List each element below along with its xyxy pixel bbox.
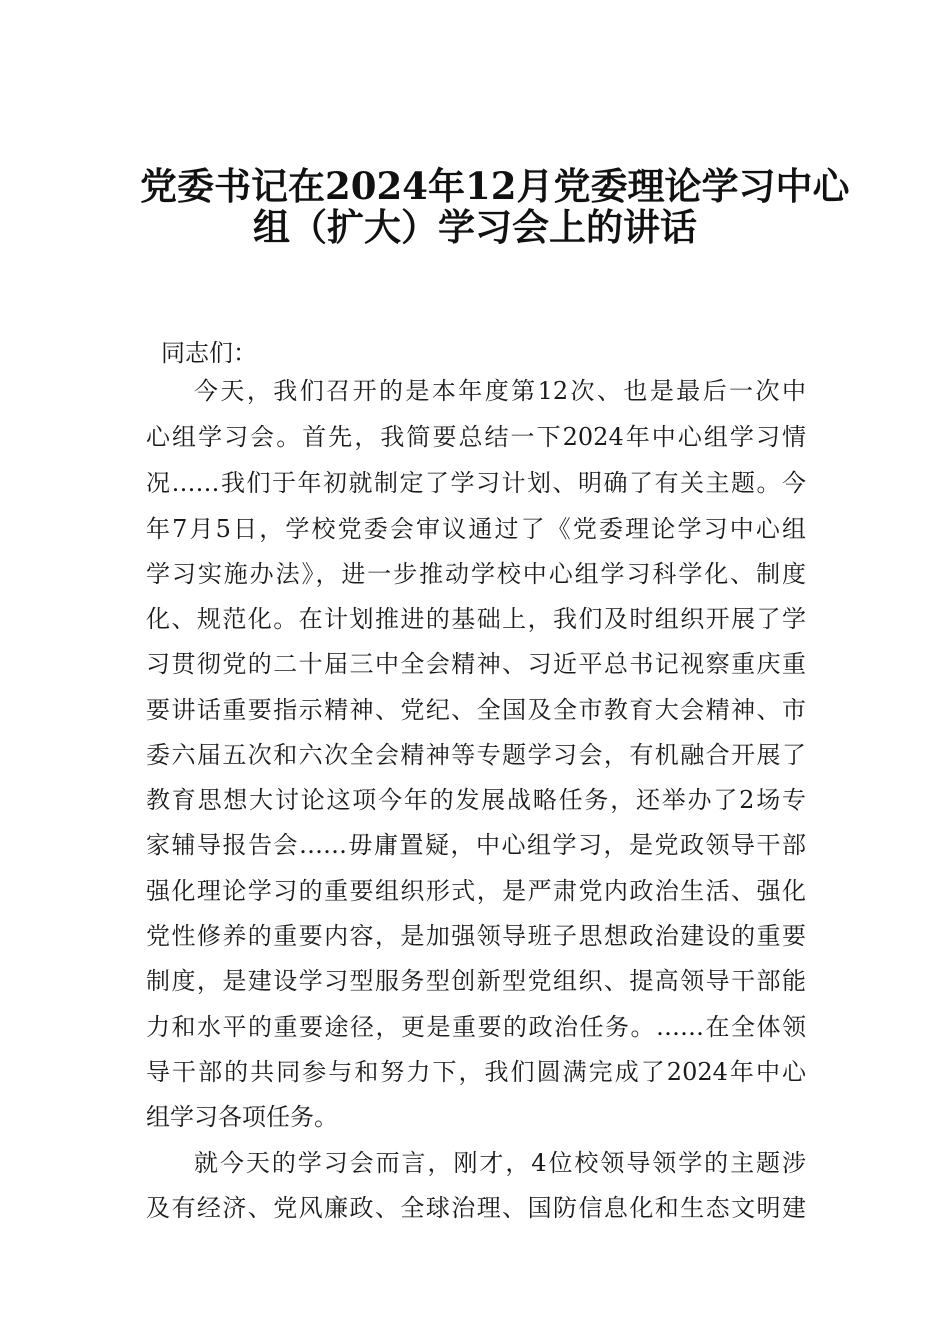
paragraph-1-line: 组学习各项任务。: [146, 1103, 338, 1131]
paragraph-2-line: 及有经济、党风廉政、全球治理、国防信息化和生态文明建: [146, 1194, 806, 1222]
paragraph-1-line: 党性修养的重要内容，是加强领导班子思想政治建设的重要: [146, 922, 806, 950]
paragraph-1-line: 家辅导报告会……毋庸置疑，中心组学习，是党政领导干部: [146, 831, 806, 859]
paragraph-1-line: 制度，是建设学习型服务型创新型党组织、提高领导干部能: [146, 967, 806, 995]
salutation: 同志们：: [161, 339, 257, 367]
page-title-line-1: 党委书记在2024年12月党委理论学习中心: [140, 164, 850, 208]
paragraph-1-line: 教育思想大讨论这项今年的发展战略任务，还举办了2场专: [146, 786, 806, 814]
paragraph-1-line: 年7月5日，学校党委会审议通过了《党委理论学习中心组: [146, 515, 806, 543]
paragraph-1-line: 要讲话重要指示精神、党纪、全国及全市教育大会精神、市: [146, 696, 806, 724]
paragraph-1-line: 心组学习会。首先，我简要总结一下2024年中心组学习情: [146, 423, 806, 451]
paragraph-1-line: 强化理论学习的重要组织形式，是严肃党内政治生活、强化: [146, 877, 806, 905]
paragraph-1-line: 学习实施办法》，进一步推动学校中心组学习科学化、制度: [146, 560, 806, 588]
paragraph-1-line: 习贯彻党的二十届三中全会精神、习近平总书记视察重庆重: [146, 650, 806, 678]
paragraph-2-line: 就今天的学习会而言，刚才，4位校领导领学的主题涉: [194, 1149, 806, 1177]
paragraph-1-line: 化、规范化。在计划推进的基础上，我们及时组织开展了学: [146, 605, 806, 633]
paragraph-1-line: 委六届五次和六次全会精神等专题学习会，有机融合开展了: [146, 741, 806, 769]
paragraph-1-line: 导干部的共同参与和努力下，我们圆满完成了2024年中心: [146, 1058, 806, 1086]
page-title-line-2: 组（扩大）学习会上的讲话: [253, 205, 697, 249]
paragraph-1-line: 况……我们于年初就制定了学习计划、明确了有关主题。今: [146, 469, 806, 497]
paragraph-1-line: 力和水平的重要途径，更是重要的政治任务。……在全体领: [146, 1013, 806, 1041]
paragraph-1-line: 今天，我们召开的是本年度第12次、也是最后一次中: [194, 377, 806, 405]
